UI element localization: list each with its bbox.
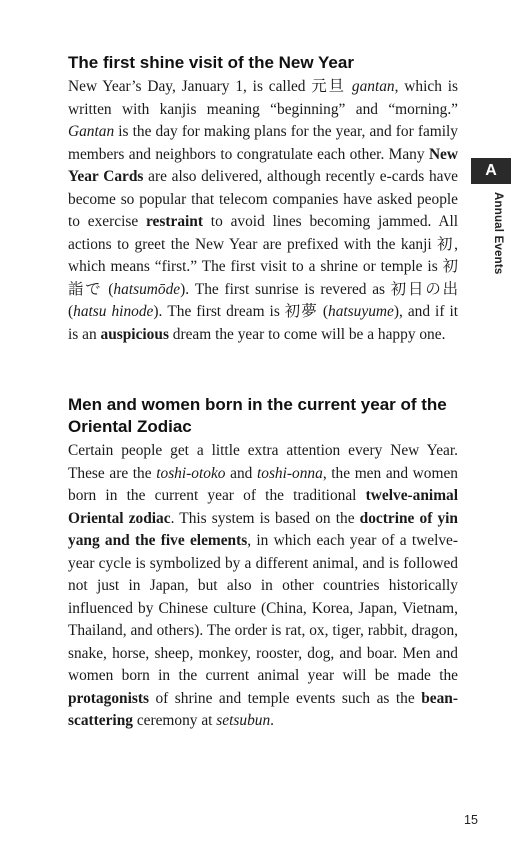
text-run: . This system is based on the	[170, 509, 360, 527]
text-run: Certain people get a little extra attention every New Year. These are the	[68, 442, 458, 482]
bold-term: restraint	[146, 213, 203, 230]
section-heading: Men and women born in the current year of the Oriental Zodiac	[68, 395, 447, 436]
italic-term: gantan	[351, 78, 395, 95]
page-number: 15	[464, 813, 478, 827]
section-body	[68, 76, 458, 346]
text-run: and	[225, 464, 257, 482]
italic-term: hatsumōde	[113, 280, 181, 298]
text-run: , the men and women born in the current year of the traditional	[68, 464, 458, 504]
text-run: , in which each year of a twelve-year cycle is symbolized by a different animal, and is followed not just in Japan, but also in other countries historically influenced by Chinese culture (China, Korea, Japan, Vietnam, Thailand, and others). The order is rat, ox, tiger, rabbit, dragon, snake, horse, sheep, monkey, rooster, dog, and boar. Men and women born in the current animal year will be made the	[68, 532, 458, 684]
text-run: .	[270, 712, 275, 729]
text-run: dream the year to come will be a happy one.	[168, 325, 446, 343]
italic-term: setsubun	[216, 712, 271, 729]
italic-term: hatsuyume	[328, 303, 394, 320]
text-run: ). The first dream is 初夢 (	[153, 303, 329, 320]
italic-term: hatsu hinode	[73, 303, 154, 320]
text-run: are also delivered, although recently e-cards have become so popular that telecom companies have asked people to exercise	[68, 168, 458, 230]
italic-term: toshi-otoko	[156, 464, 226, 482]
text-run: ceremony at	[132, 712, 217, 729]
italic-term: toshi-onna	[256, 464, 323, 482]
italic-term: Gantan	[68, 123, 115, 140]
text-run: of shrine and temple events such as the	[148, 689, 422, 707]
bold-term: protagonists	[68, 689, 149, 707]
text-run: , which is written with kanjis meaning “beginning” and “morning.”	[68, 78, 459, 118]
bold-term: New Year Cards	[68, 145, 458, 185]
text-run: New Year’s Day, January 1, is called 元旦	[68, 78, 352, 95]
chapter-tab: A	[471, 158, 511, 184]
bold-term: doctrine of yin yang and the five elements	[68, 509, 458, 549]
bold-term: twelve-animal Oriental zodiac	[68, 487, 458, 527]
bold-term: bean-scattering	[68, 689, 458, 729]
text-run: ). The first sunrise is revered as 初日の出 (	[68, 280, 458, 320]
text-run: ), and if it is an	[68, 303, 458, 343]
section-body	[68, 440, 458, 733]
section-heading: The first shine visit of the New Year	[68, 53, 354, 72]
text-run: is the day for making plans for the year, and for family members and neighbors to congratulate each other. Many	[68, 123, 458, 163]
chapter-tab-label: Annual Events	[492, 192, 504, 275]
text-run: to avoid lines becoming jammed. All actions to greet the New Year are prefixed with the kanji 初, which means “first.” The first visit to a shrine or temple is 初詣で (	[68, 213, 459, 298]
bold-term: auspicious	[100, 325, 169, 343]
